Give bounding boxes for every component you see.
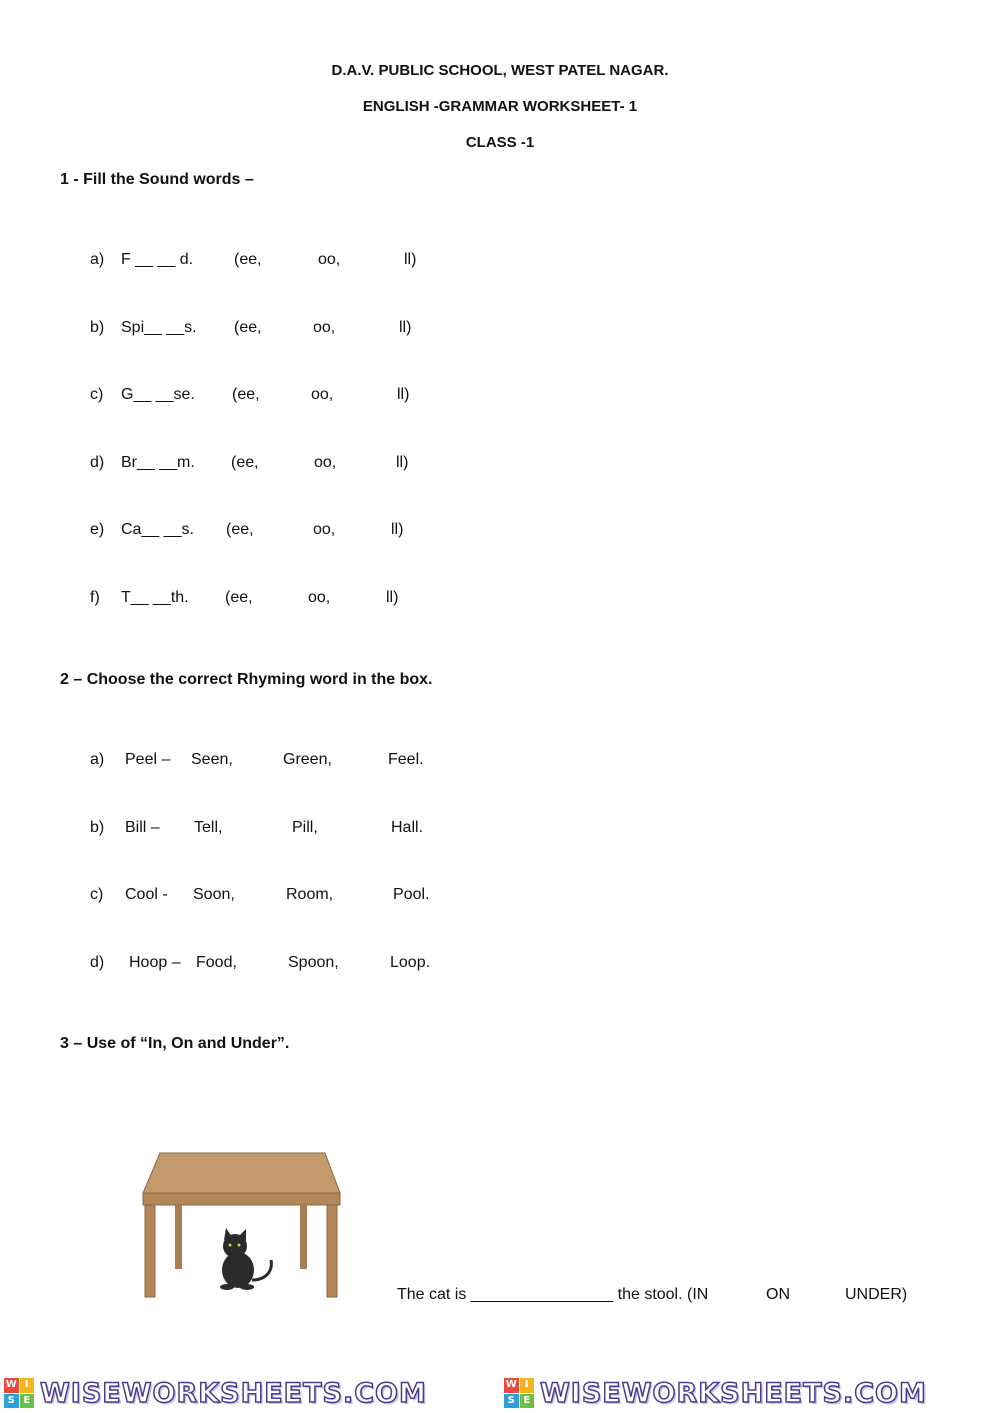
sound-item-o3: ll) <box>391 521 404 539</box>
logo-letter: W <box>4 1378 19 1393</box>
watermark-text: WISEWORKSHEETS.COM <box>540 1377 927 1409</box>
rhyme-item-o2: Green, <box>283 751 332 768</box>
sound-item-letter: a) <box>90 251 105 268</box>
rhyme-item-word: Peel – <box>125 751 171 768</box>
sound-item-o1: (ee, <box>234 251 262 268</box>
table-leg-back-left <box>175 1205 182 1269</box>
watermark-group <box>4 1376 427 1410</box>
sound-item-o2: oo, <box>308 589 331 606</box>
logo-letter: E <box>520 1394 535 1409</box>
sound-item-letter: d) <box>90 453 105 471</box>
sound-item-o2: oo, <box>314 453 337 471</box>
watermark-text: WISEWORKSHEETS.COM <box>40 1377 427 1409</box>
logo-letter: S <box>504 1394 519 1409</box>
rhyme-item-o2: Spoon, <box>288 954 339 972</box>
rhyme-item-o3: Loop. <box>390 954 431 972</box>
rhyme-item-word: Cool - <box>125 886 168 904</box>
option-on: ON <box>766 1286 790 1303</box>
sound-item-o1: (ee, <box>234 318 262 336</box>
sound-item-o1: (ee, <box>231 453 259 471</box>
logo-letter: W <box>504 1378 519 1393</box>
section-2-title: 2 – Choose the correct Rhyming word in the box. <box>60 671 433 688</box>
section-3-title: 3 – Use of “In, On and Under”. <box>60 1035 290 1052</box>
rhyme-item-letter: c) <box>90 886 104 904</box>
sound-item-word: F __ __ d. <box>121 251 194 268</box>
sound-item-o2: oo, <box>318 251 341 268</box>
rhyme-item-o1: Seen, <box>191 751 233 768</box>
sound-item-letter: f) <box>90 589 100 606</box>
worksheet-title: ENGLISH -GRAMMAR WORKSHEET- 1 <box>362 98 638 115</box>
rhyme-item-word: Hoop – <box>129 954 181 972</box>
sound-item-word: Br__ __m. <box>121 453 195 471</box>
cat-sentence: The cat is ________________ the stool. (IN <box>397 1286 709 1303</box>
sound-item-o3: ll) <box>399 318 412 336</box>
rhyme-item-o1: Tell, <box>194 818 223 836</box>
sound-item-letter: c) <box>90 386 104 404</box>
watermark-group <box>504 1376 927 1410</box>
table-leg-back-right <box>300 1205 307 1269</box>
sound-item-o1: (ee, <box>226 521 254 539</box>
sound-item-letter: b) <box>90 318 105 336</box>
rhyme-item-o1: Soon, <box>193 886 235 904</box>
rhyme-item-o3: Feel. <box>388 751 424 768</box>
sound-item-word: Ca__ __s. <box>121 521 194 539</box>
wiseworksheets-logo-icon <box>504 1378 534 1408</box>
wiseworksheets-logo-icon <box>4 1378 34 1408</box>
class-label: CLASS -1 <box>465 134 535 151</box>
sound-item-o1: (ee, <box>232 386 260 404</box>
rhyme-item-o3: Pool. <box>393 886 430 904</box>
logo-letter: I <box>520 1378 535 1393</box>
logo-letter: E <box>20 1394 35 1409</box>
rhyme-item-letter: b) <box>90 818 105 836</box>
rhyme-item-word: Bill – <box>125 818 160 836</box>
sound-item-word: T__ __th. <box>121 589 189 606</box>
rhyme-item-o1: Food, <box>196 954 237 972</box>
cat-icon <box>220 1228 271 1290</box>
sound-item-o1: (ee, <box>225 589 253 606</box>
rhyme-item-o2: Pill, <box>292 818 318 836</box>
sound-item-o2: oo, <box>313 521 336 539</box>
table-leg-front-right <box>327 1205 337 1297</box>
sound-item-o2: oo, <box>311 386 334 404</box>
table-top <box>143 1153 340 1193</box>
sound-item-o2: oo, <box>313 318 336 336</box>
school-name: D.A.V. PUBLIC SCHOOL, WEST PATEL NAGAR. <box>331 62 669 79</box>
logo-letter: I <box>20 1378 35 1393</box>
sound-item-o3: ll) <box>396 453 409 471</box>
rhyme-item-o3: Hall. <box>391 818 424 836</box>
footer-watermark <box>0 1374 1000 1413</box>
option-under: UNDER) <box>845 1286 908 1303</box>
rhyme-item-letter: d) <box>90 954 105 972</box>
table-with-cat-illustration <box>135 1148 355 1303</box>
sound-item-word: G__ __se. <box>121 386 195 404</box>
section-1-title: 1 - Fill the Sound words – <box>60 171 254 188</box>
logo-letter: S <box>4 1394 19 1409</box>
table-edge <box>143 1193 340 1205</box>
sound-item-o3: ll) <box>404 251 417 268</box>
rhyme-item-letter: a) <box>90 751 105 768</box>
sound-item-o3: ll) <box>386 589 399 606</box>
sound-item-o3: ll) <box>397 386 410 404</box>
sound-item-letter: e) <box>90 521 105 539</box>
table-leg-front-left <box>145 1205 155 1297</box>
sound-item-word: Spi__ __s. <box>121 318 197 336</box>
rhyme-item-o2: Room, <box>286 886 334 904</box>
